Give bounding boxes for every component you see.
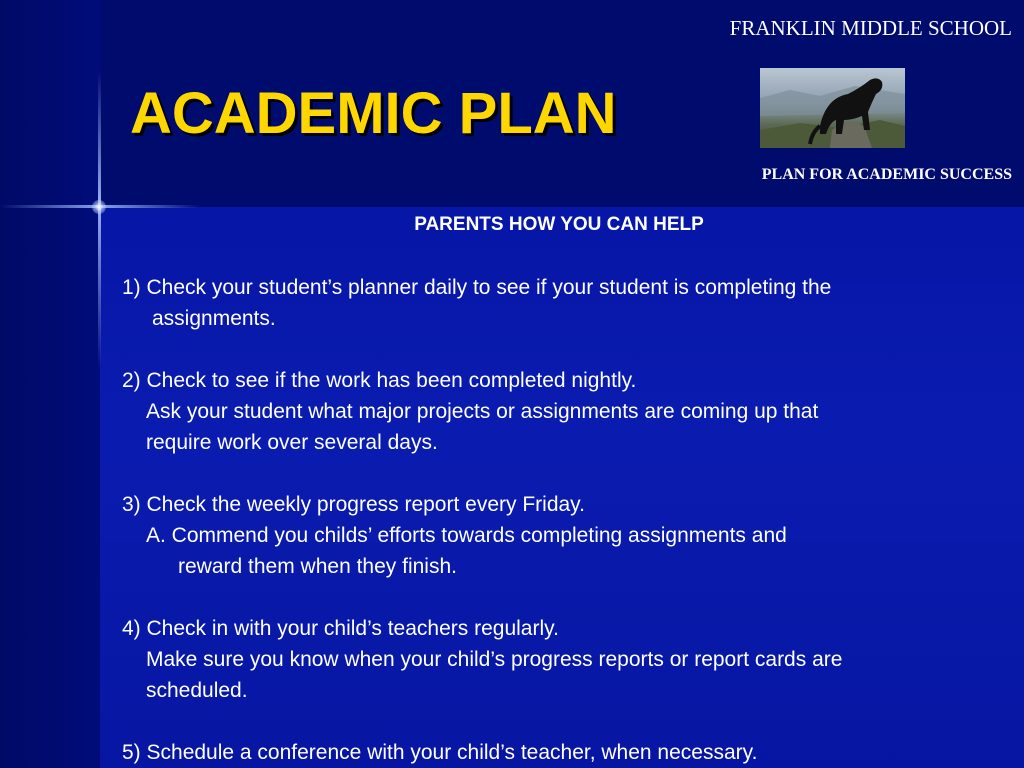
list-item-line: 2) Check to see if the work has been completed nightly. [122, 369, 637, 392]
list-item-line: assignments. [152, 307, 276, 330]
school-name: FRANKLIN MIDDLE SCHOOL [729, 16, 1012, 40]
list-item-line: require work over several days. [146, 431, 438, 454]
left-panel [0, 0, 100, 768]
section-heading: PARENTS HOW YOU CAN HELP [414, 214, 704, 235]
list-item [122, 272, 1012, 334]
sparkle-star-icon [92, 200, 106, 214]
list-item-line: 4) Check in with your child’s teachers regularly. [122, 617, 559, 640]
list-item-line: 1) Check your student’s planner daily to see if your student is completing the [122, 276, 832, 299]
list-item [122, 489, 1012, 582]
list-item [122, 737, 1012, 768]
list-item-line: A. Commend you childs’ efforts towards completing assignments and [146, 524, 787, 547]
panther-photo-icon [760, 68, 905, 148]
list-item-line: reward them when they finish. [178, 555, 457, 578]
list-item-line: Make sure you know when your child’s progress reports or report cards are [146, 648, 843, 671]
list-item-line: 3) Check the weekly progress report every Friday. [122, 493, 585, 516]
list-item [122, 365, 1012, 458]
help-list [122, 272, 1012, 768]
list-item-line: scheduled. [146, 679, 248, 702]
page-title: ACADEMIC PLAN [130, 81, 617, 146]
list-item-line: Ask your student what major projects or assignments are coming up that [146, 400, 819, 423]
list-item-line: 5) Schedule a conference with your child’s teacher, when necessary. [122, 741, 758, 764]
slide-subtitle: PLAN FOR ACADEMIC SUCCESS [761, 166, 1012, 183]
list-item [122, 613, 1012, 706]
